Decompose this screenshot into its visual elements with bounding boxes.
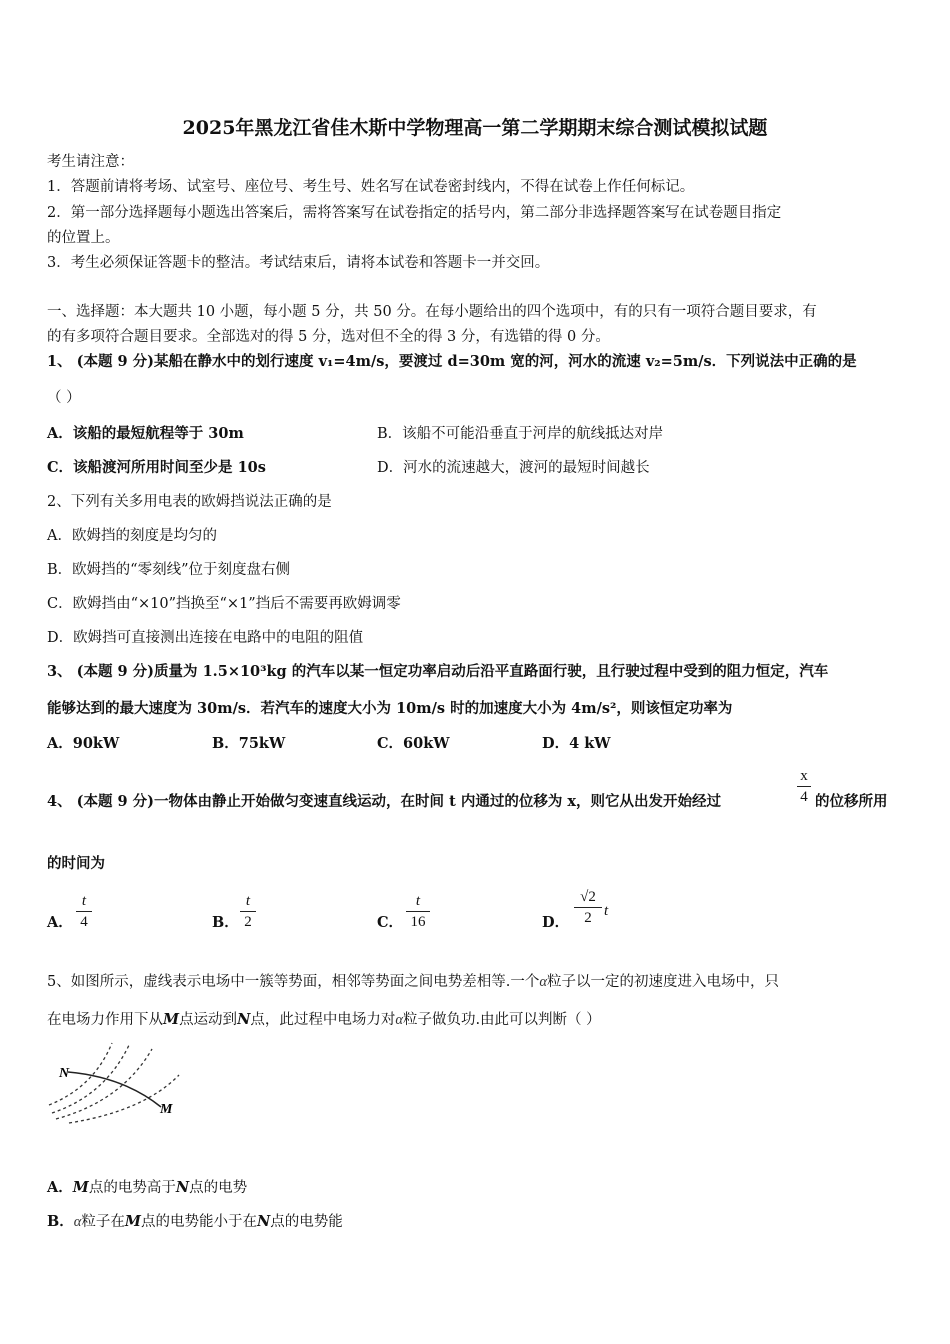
q1-option-b: B．该船不可能沿垂直于河岸的航线抵达对岸 [377, 426, 664, 442]
particle-trajectory [68, 1072, 161, 1107]
notice-item-3: 3．考生必须保证答题卡的整洁。考试结束后，请将本试卷和答题卡一并交回。 [47, 255, 550, 271]
q4-option-b-label: B． [212, 914, 239, 931]
q3-stem-cont: 能够达到的最大速度为 30m/s．若汽车的速度大小为 10m/s 时的加速度大小为 4m/s²，则该恒定功率为 [47, 700, 733, 717]
notice-item-2: 2．第一部分选择题每小题选出答案后，需将答案写在试卷指定的括号内，第二部分非选择题答案写在试卷题目指定 [47, 205, 782, 221]
notice-item-2-cont: 的位置上。 [47, 230, 120, 246]
q5-option-a: A．M点的电势高于N点的电势 [47, 1179, 248, 1196]
q3-option-d: D．4 kW [542, 735, 611, 752]
q2-option-a: A．欧姆挡的刻度是均匀的 [47, 528, 217, 544]
q5-stem: 5、如图所示，虚线表示电场中一簇等势面，相邻等势面之间电势差相等.一个α粒子以一定的初速度进入电场中，只 [47, 974, 779, 990]
q3-option-c: C．60kW [377, 735, 450, 752]
page-title: 2025年黑龙江省佳木斯中学物理高一第二学期期末综合测试模拟试题 [182, 117, 768, 139]
q1-option-a: A．该船的最短航程等于 30m [47, 425, 244, 442]
q3-option-a: A．90kW [47, 735, 120, 752]
figure-label-n: N [59, 1066, 70, 1081]
section-intro: 一、选择题：本大题共 10 小题，每小题 5 分，共 50 分。在每小题给出的四个选项中，有的只有一项符合题目要求，有 [47, 304, 817, 320]
q4-stem-end: 的位移所用 [815, 793, 888, 810]
q4-stem-cont: 的时间为 [47, 855, 105, 872]
q2-stem: 2、下列有关多用电表的欧姆挡说法正确的是 [47, 494, 332, 510]
q4-option-b-fraction: t 2 [240, 892, 256, 931]
q4-option-c-label: C． [377, 914, 404, 931]
alpha-symbol: α [539, 974, 547, 990]
q4-option-d-suffix: t [604, 903, 609, 919]
q1-stem: 1、 (本题 9 分)某船在静水中的划行速度 v₁=4m/s，要渡过 d=30m 宽的河，河水的流速 v₂=5m/s．下列说法中正确的是 [47, 353, 857, 370]
q5-stem-cont: 在电场力作用下从M点运动到N点，此过程中电场力对α粒子做负功.由此可以判断（ ） [47, 1011, 601, 1028]
section-intro-cont: 的有多项符合题目要求。全部选对的得 5 分，选对但不全的得 3 分，有选错的得 0 分。 [47, 329, 610, 345]
notice-item-1: 1．答题前请将考场、试室号、座位号、考生号、姓名写在试卷密封线内，不得在试卷上作任何标记。 [47, 179, 695, 195]
q4-option-c-fraction: t 16 [406, 892, 430, 931]
q2-option-d: D．欧姆挡可直接测出连接在电路中的电阻的阻值 [47, 630, 364, 646]
q3-stem: 3、 (本题 9 分)质量为 1.5×10³kg 的汽车以某一恒定功率启动后沿平直路面行驶，且行驶过程中受到的阻力恒定，汽车 [47, 663, 829, 680]
q4-fraction-x-over-4: x 4 [797, 767, 811, 806]
q2-option-b: B．欧姆挡的“零刻线”位于刻度盘右侧 [47, 562, 290, 578]
figure-label-m: M [160, 1102, 173, 1117]
equipotential-figure [44, 1035, 189, 1125]
q2-option-c: C．欧姆挡由“×10”挡换至“×1”挡后不需要再欧姆调零 [47, 596, 401, 612]
q1-answer-paren: （ ） [47, 390, 81, 406]
q5-option-b: B．α粒子在M点的电势能小于在N点的电势能 [47, 1213, 343, 1230]
q4-option-a-fraction: t 4 [76, 892, 92, 931]
q1-option-c: C．该船渡河所用时间至少是 10s [47, 459, 266, 476]
q4-option-d-fraction: √2 2 [574, 888, 602, 927]
q4-option-d-label: D． [542, 914, 570, 931]
q4-stem: 4、 (本题 9 分)一物体由静止开始做匀变速直线运动，在时间 t 内通过的位移为 x，则它从出发开始经过 [47, 793, 722, 810]
q3-option-b: B．75kW [212, 735, 286, 752]
q1-option-d: D．河水的流速越大，渡河的最短时间越长 [377, 460, 650, 476]
notice-header: 考生请注意： [47, 154, 134, 170]
q4-option-a-label: A． [47, 914, 73, 931]
